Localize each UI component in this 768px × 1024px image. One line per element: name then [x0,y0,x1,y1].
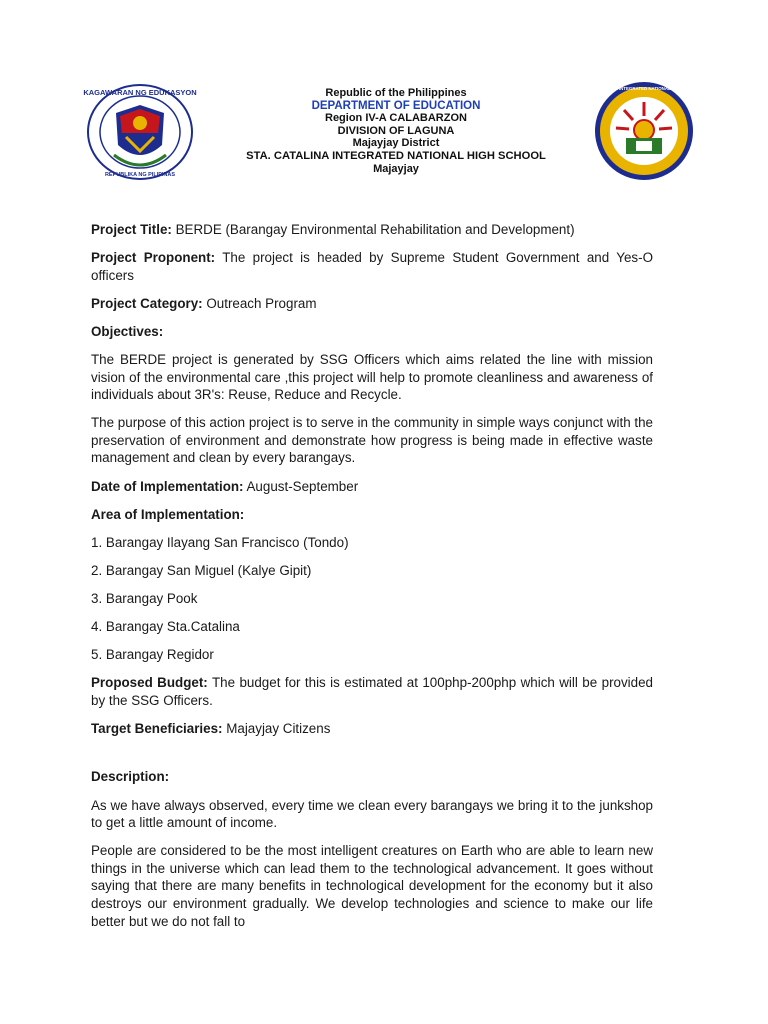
document-body [91,221,653,930]
area-item: 1. Barangay Ilayang San Francisco (Tondo) [91,534,349,550]
category-label: Project Category: [91,295,203,311]
project-category [91,295,653,313]
region-line: Region IV-A CALABARZON [325,112,467,125]
school-seal-logo [585,80,703,182]
proposed-budget [91,674,653,709]
school-seal-text: STA. CATALINA INTEGRATED NATIONAL HIGH SCHOOL [585,86,703,91]
objectives-paragraph-1: The BERDE project is generated by SSG Officers which aims related the line with mission vision of the environmental care ,this project will help to promote cleanliness and awareness of individuals about 3R's: Reuse, Reduce and Recycle. [91,351,653,403]
date-value: August-September [246,478,359,494]
budget-label: Proposed Budget: [91,675,208,691]
deped-line: DEPARTMENT OF EDUCATION [311,99,481,112]
target-beneficiaries [91,720,653,738]
objectives-heading: Objectives: [91,323,164,339]
seal-bottom-text: REPUBLIKA NG PILIPINAS [104,172,176,178]
category-value: Outreach Program [206,295,317,311]
proponent-value: The project is headed by Supreme Student Government and Yes-O officers [91,250,653,283]
deped-seal-logo [83,83,197,181]
project-title [91,221,653,239]
title-value: BERDE (Barangay Environmental Rehabilitation and Development) [175,222,575,237]
header-text-block [200,87,592,175]
description-paragraph-1: As we have always observed, every time we clean every barangays we bring it to the junkshop to get a little amount of income. [91,797,653,831]
district-line: Majayjay District [352,137,440,150]
school-line: STA. CATALINA INTEGRATED NATIONAL HIGH SCHOOL [246,149,546,162]
beneficiaries-label: Target Beneficiaries: [91,720,223,736]
area-item: 5. Barangay Regidor [91,647,214,663]
area-item: 4. Barangay Sta.Catalina [91,619,240,634]
area-heading: Area of Implementation: [91,506,245,522]
area-item: 3. Barangay Pook [91,590,198,606]
republic-line: Republic of the Philippines [325,87,467,99]
title-label: Project Title: [91,222,172,237]
objectives-paragraph-2: The purpose of this action project is to serve in the community in simple ways conjunct with the preservation of environment and demonstrate how progress is being made in effective waste management and clean by every barangays. [91,415,653,466]
seal-text: KAGAWARAN NG EDUKASYON [83,88,197,97]
description-paragraph-2: People are considered to be the most intelligent creatures on Earth who are able to learn new things in the universe which can lead them to the technological advancement. It goes without saying that there are many benefits in technological development for the economy but it also destroys our environment gradually. We develop technologies and science to make our life better but we do not fall to [91,843,653,929]
date-of-implementation [91,478,653,496]
budget-value: The budget for this is estimated at 100php-200php which will be provided by the SSG Officers. [91,675,653,708]
description-heading: Description: [91,769,170,785]
document-header [0,78,768,188]
beneficiaries-value: Majayjay Citizens [226,720,331,736]
area-item: 2. Barangay San Miguel (Kalye Gipit) [91,562,312,578]
division-line: DIVISION OF LAGUNA [337,124,455,137]
project-proponent [91,249,653,284]
proponent-label: Project Proponent: [91,250,216,266]
town-line: Majayjay [373,162,419,175]
date-label: Date of Implementation: [91,478,244,494]
